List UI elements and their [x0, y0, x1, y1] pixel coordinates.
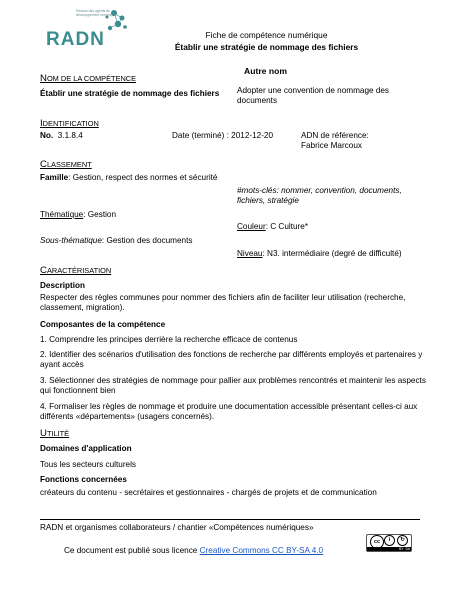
identification-date: Date (terminé) : 2012-12-20 — [172, 131, 274, 140]
logo-tagline: Réseau des agents de développement numérique — [76, 9, 117, 17]
list-item: 1. Comprendre les principes derrière la recherche efficace de contenus — [40, 335, 298, 344]
classement-sous-thematique: Sous-thématique: Gestion des documents — [40, 236, 193, 245]
classement-mots-cles: #mots-clés: nommer, convention, documents, fichiers, stratégie — [237, 186, 402, 206]
other-name-value: Adopter une convention de nommage des documents — [237, 86, 390, 106]
description-label: Description — [40, 281, 86, 290]
cc-license-badge[interactable] — [366, 534, 412, 552]
list-item: 3. Sélectionner des stratégies de nommage pour pallier aux problèmes rencontrés et maintenir les aspects qui fonctionnent bien — [40, 376, 426, 396]
description-text: Respecter des règles communes pour nommer des fichiers afin de faciliter leur utilisation (recherche, classement, migration). — [40, 293, 406, 313]
section-heading-utilite: UTILITÉ — [40, 428, 70, 439]
footer-divider — [40, 519, 420, 520]
list-item: 4. Formaliser les règles de nommage et produire une documentation accessible présentant celles-ci aux différents «départements» (usagers concernés). — [40, 402, 418, 422]
fonctions-value: créateurs du contenu - secrétaires et gestionnaires - chargés de projets et de communication — [40, 488, 377, 497]
classement-famille: Famille: Gestion, respect des normes et sécurité — [40, 173, 218, 182]
section-heading-caracterisation: CARACTÉRISATION — [40, 265, 112, 276]
section-heading-classement: CLASSEMENT — [40, 159, 92, 170]
header-line-1: Fiche de compétence numérique — [205, 30, 328, 40]
list-item: 2. Identifier des scénarios d'utilisation des fonctions de recherche par différents employés et partenaires y ayant accès — [40, 350, 423, 370]
footer-license: Ce document est publié sous licence Creative Commons CC BY-SA 4.0 — [64, 546, 324, 555]
logo-name: RADN — [46, 29, 105, 50]
other-name-label: Autre nom — [244, 66, 287, 76]
cc-icon: cc — [370, 535, 384, 549]
fonctions-label: Fonctions concernées — [40, 475, 127, 484]
section-heading-nom: NOM DE LA COMPÉTENCE — [40, 73, 137, 84]
identification-number: No. 3.1.8.4 — [40, 131, 83, 140]
classement-niveau: Niveau: N3. intermédiaire (degré de difficulté) — [237, 249, 402, 258]
header-line-2: Établir une stratégie de nommage des fichiers — [174, 42, 359, 52]
section-heading-identification: IDENTIFICATION — [40, 118, 99, 129]
domaines-label: Domaines d'application — [40, 444, 132, 453]
footer-credit: RADN et organismes collaborateurs / chantier «Compétences numériques» — [40, 523, 314, 532]
by-icon: i — [384, 535, 395, 546]
cc-badge-strip: BY SA — [367, 547, 411, 551]
sa-icon: ↻ — [397, 535, 408, 546]
classement-thematique: Thématique: Gestion — [40, 210, 117, 219]
identification-reference: ADN de référence: Fabrice Marcoux — [301, 131, 369, 151]
domaines-value: Tous les secteurs culturels — [40, 460, 137, 469]
classement-couleur: Couleur: C Culture* — [237, 222, 309, 231]
license-link[interactable]: Creative Commons CC BY-SA 4.0 — [199, 546, 324, 555]
competence-name: Établir une stratégie de nommage des fichiers — [40, 89, 220, 98]
composantes-label: Composantes de la compétence — [40, 320, 166, 329]
